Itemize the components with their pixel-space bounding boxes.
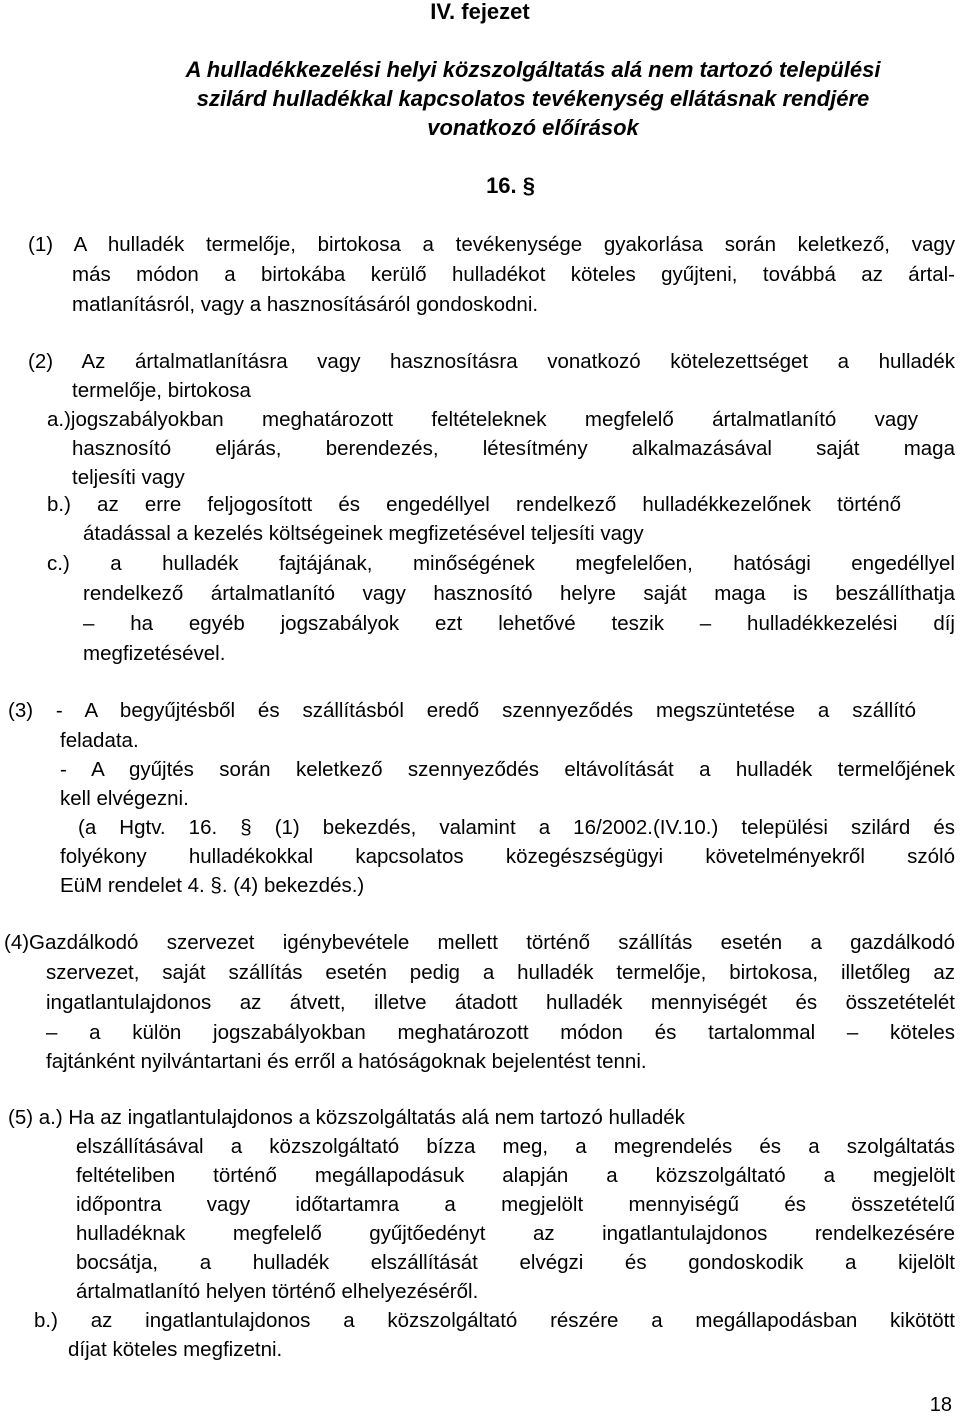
p3-line-7: EüM rendelet 4. §. (4) bekezdés.) bbox=[60, 874, 365, 897]
p5-a-line-2: elszállításával a közszolgáltató bízza meg, a megrendelés és a szolgáltatás bbox=[76, 1135, 955, 1158]
title-line-2: szilárd hulladékkal kapcsolatos tevékenység ellátásnak rendjére bbox=[196, 86, 870, 111]
p2-a-line-2: hasznosító eljárás, berendezés, létesítmény alkalmazásával saját maga bbox=[72, 437, 955, 460]
p3-line-6: folyékony hulladékokkal kapcsolatos közegészségügyi követelményekről szóló bbox=[60, 845, 955, 868]
p2-intro-line-2: termelője, birtokosa bbox=[72, 379, 251, 402]
p2-a-line-3: teljesíti vagy bbox=[72, 466, 185, 489]
p1-line-3: matlanításról, vagy a hasznosításáról gondoskodni. bbox=[72, 293, 539, 316]
p4-line-2: szervezet, saját szállítás esetén pedig a hulladék termelője, birtokosa, illetőleg az bbox=[46, 961, 955, 984]
p1-line-2: más módon a birtokába kerülő hulladékot köteles gyűjteni, továbbá az ártal- bbox=[72, 263, 955, 286]
chapter-heading: IV. fejezet bbox=[430, 0, 530, 24]
p3-line-2: feladata. bbox=[60, 729, 139, 752]
p5-a-line-5: hulladéknak megfelelő gyűjtőedényt az ingatlantulajdonos rendelkezésére bbox=[76, 1222, 955, 1245]
p5-b-line-2: díjat köteles megfizetni. bbox=[68, 1338, 283, 1361]
p3-line-4: kell elvégezni. bbox=[60, 787, 189, 810]
p5-a-line-6: bocsátja, a hulladék elszállítását elvégzi és gondoskodik a kijelölt bbox=[76, 1251, 955, 1274]
p3-line-1: (3) - A begyűjtésből és szállításból eredő szennyeződés megszüntetése a szállító bbox=[8, 699, 916, 722]
p5-a-line-1: (5) a.) Ha az ingatlantulajdonos a közszolgáltatás alá nem tartozó hulladék bbox=[8, 1106, 685, 1129]
p2-b-line-1: b.) az erre feljogosított és engedéllyel rendelkező hulladékkezelőnek történő bbox=[47, 493, 901, 516]
p4-line-3: ingatlantulajdonos az átvett, illetve átadott hulladék mennyiségét és összetételét bbox=[46, 991, 955, 1014]
p4-line-5: fajtánként nyilvántartani és erről a hatóságoknak bejelentést tenni. bbox=[46, 1050, 647, 1073]
title-line-3: vonatkozó előírások bbox=[427, 115, 639, 140]
p3-line-5: (a Hgtv. 16. § (1) bekezdés, valamint a 16/2002.(IV.10.) települési szilárd és bbox=[78, 816, 955, 839]
p2-b-line-2: átadással a kezelés költségeinek megfizetésével teljesíti vagy bbox=[83, 522, 644, 545]
section-number: 16. § bbox=[486, 173, 535, 198]
p4-line-4: – a külön jogszabályokban meghatározott módon és tartalommal – köteles bbox=[46, 1021, 955, 1044]
page-number: 18 bbox=[929, 1394, 952, 1416]
p5-a-line-3: feltételiben történő megállapodásuk alapján a közszolgáltató a megjelölt bbox=[76, 1164, 955, 1187]
p1-line-1: (1) A hulladék termelője, birtokosa a tevékenysége gyakorlása során keletkező, vagy bbox=[28, 233, 955, 256]
p2-intro-line-1: (2) Az ártalmatlanításra vagy hasznosításra vonatkozó kötelezettséget a hulladék bbox=[28, 350, 955, 373]
p5-b-line-1: b.) az ingatlantulajdonos a közszolgáltató részére a megállapodásban kikötött bbox=[34, 1309, 955, 1332]
p2-c-line-3: – ha egyéb jogszabályok ezt lehetővé teszik – hulladékkezelési díj bbox=[83, 612, 955, 635]
p2-c-line-1: c.) a hulladék fajtájának, minőségének megfelelően, hatósági engedéllyel bbox=[47, 552, 955, 575]
p5-a-line-7: ártalmatlanító helyen történő elhelyezéséről. bbox=[76, 1280, 479, 1303]
p2-c-line-2: rendelkező ártalmatlanító vagy hasznosító helyre saját maga is beszállíthatja bbox=[83, 582, 955, 605]
p2-a-line-1: a.)jogszabályokban meghatározott feltételeknek megfelelő ártalmatlanító vagy bbox=[47, 408, 918, 431]
p2-c-line-4: megfizetésével. bbox=[83, 642, 226, 665]
p4-line-1: (4)Gazdálkodó szervezet igénybevétele mellett történő szállítás esetén a gazdálkodó bbox=[4, 931, 955, 954]
p5-a-line-4: időpontra vagy időtartamra a megjelölt mennyiségű és összetételű bbox=[76, 1193, 955, 1216]
title-line-1: A hulladékkezelési helyi közszolgáltatás alá nem tartozó települési bbox=[185, 57, 881, 82]
p3-line-3: - A gyűjtés során keletkező szennyeződés eltávolítását a hulladék termelőjének bbox=[60, 758, 955, 781]
